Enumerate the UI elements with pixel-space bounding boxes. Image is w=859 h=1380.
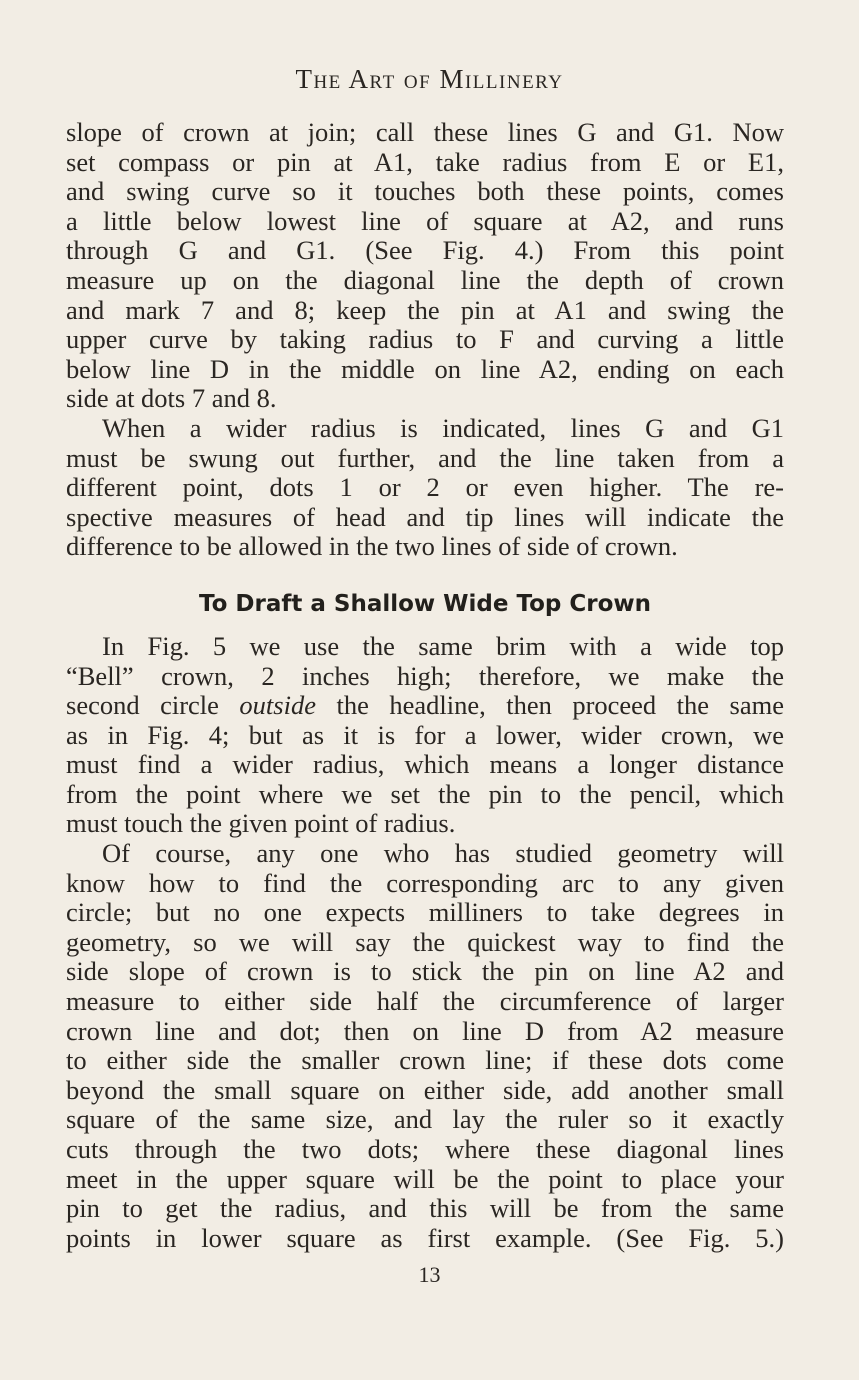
italic-word: outside: [239, 691, 316, 721]
text-line: beyond the small square on either side, add another small: [66, 1075, 784, 1105]
paragraph-2: [66, 414, 784, 562]
text-line: Of course, any one who has studied geometry will: [102, 839, 784, 869]
text-line: crown line and dot; then on line D from A2 measure: [66, 1016, 784, 1046]
text-line: difference to be allowed in the two lines of side of crown.: [66, 532, 678, 562]
text-line: points in lower square as first example. (See Fig. 5.): [66, 1223, 784, 1253]
text-line: as in Fig. 4; but as it is for a lower, wider crown, we: [66, 720, 784, 750]
text-line: set compass or pin at A1, take radius from E or E1,: [66, 147, 784, 177]
text-line: must find a wider radius, which means a longer distance: [66, 750, 784, 780]
text-span: second circle: [66, 691, 240, 721]
paragraph-4: [66, 839, 784, 1253]
text-line: spective measures of head and tip lines will indicate the: [66, 502, 784, 532]
text-line: geometry, so we will say the quickest way to find the: [66, 927, 784, 957]
paragraph-1: [66, 118, 784, 414]
text-line: side slope of crown is to stick the pin on line A2 and: [66, 957, 784, 987]
text-line: to either side the smaller crown line; if these dots come: [66, 1046, 784, 1076]
paragraph-3: [66, 632, 784, 839]
text-line: square of the same size, and lay the ruler so it exactly: [66, 1105, 784, 1135]
page-number: 13: [418, 1262, 441, 1287]
running-head: The Art of Millinery: [295, 64, 564, 94]
text-line: from the point where we set the pin to the pencil, which: [66, 779, 784, 809]
text-line: When a wider radius is indicated, lines G and G1: [102, 413, 784, 443]
text-line: pin to get the radius, and this will be from the same: [66, 1194, 784, 1224]
text-line: a little below lowest line of square at A2, and runs: [66, 206, 784, 236]
text-line: measure to either side half the circumference of larger: [66, 987, 784, 1017]
text-line: [66, 691, 784, 721]
text-line: side at dots 7 and 8.: [66, 384, 277, 414]
text-line: and swing curve so it touches both these points, comes: [66, 177, 784, 207]
text-line: must touch the given point of radius.: [66, 809, 456, 839]
text-line: “Bell” crown, 2 inches high; therefore, we make the: [66, 661, 784, 691]
text-span: the headline, then proceed the same: [315, 691, 784, 721]
text-line: circle; but no one expects milliners to take degrees in: [66, 898, 784, 928]
text-line: know how to find the corresponding arc to any given: [66, 868, 784, 898]
text-line: cuts through the two dots; where these diagonal lines: [66, 1135, 784, 1164]
text-line: slope of crown at join; call these lines G and G1. Now: [66, 118, 784, 147]
body-text: [66, 118, 784, 1253]
text-line: In Fig. 5 we use the same brim with a wide top: [102, 631, 784, 661]
text-line: and mark 7 and 8; keep the pin at A1 and swing the: [66, 295, 784, 325]
text-line: measure up on the diagonal line the depth of crown: [66, 265, 784, 295]
text-line: meet in the upper square will be the point to place your: [66, 1164, 784, 1194]
text-line: through G and G1. (See Fig. 4.) From this point: [66, 236, 784, 266]
text-line: different point, dots 1 or 2 or even higher. The re-: [66, 473, 784, 503]
text-line: below line D in the middle on line A2, ending on each: [66, 354, 784, 384]
section-heading: To Draft a Shallow Wide Top Crown: [198, 590, 652, 617]
text-line: upper curve by taking radius to F and curving a little: [66, 325, 784, 355]
text-line: must be swung out further, and the line taken from a: [66, 443, 784, 473]
